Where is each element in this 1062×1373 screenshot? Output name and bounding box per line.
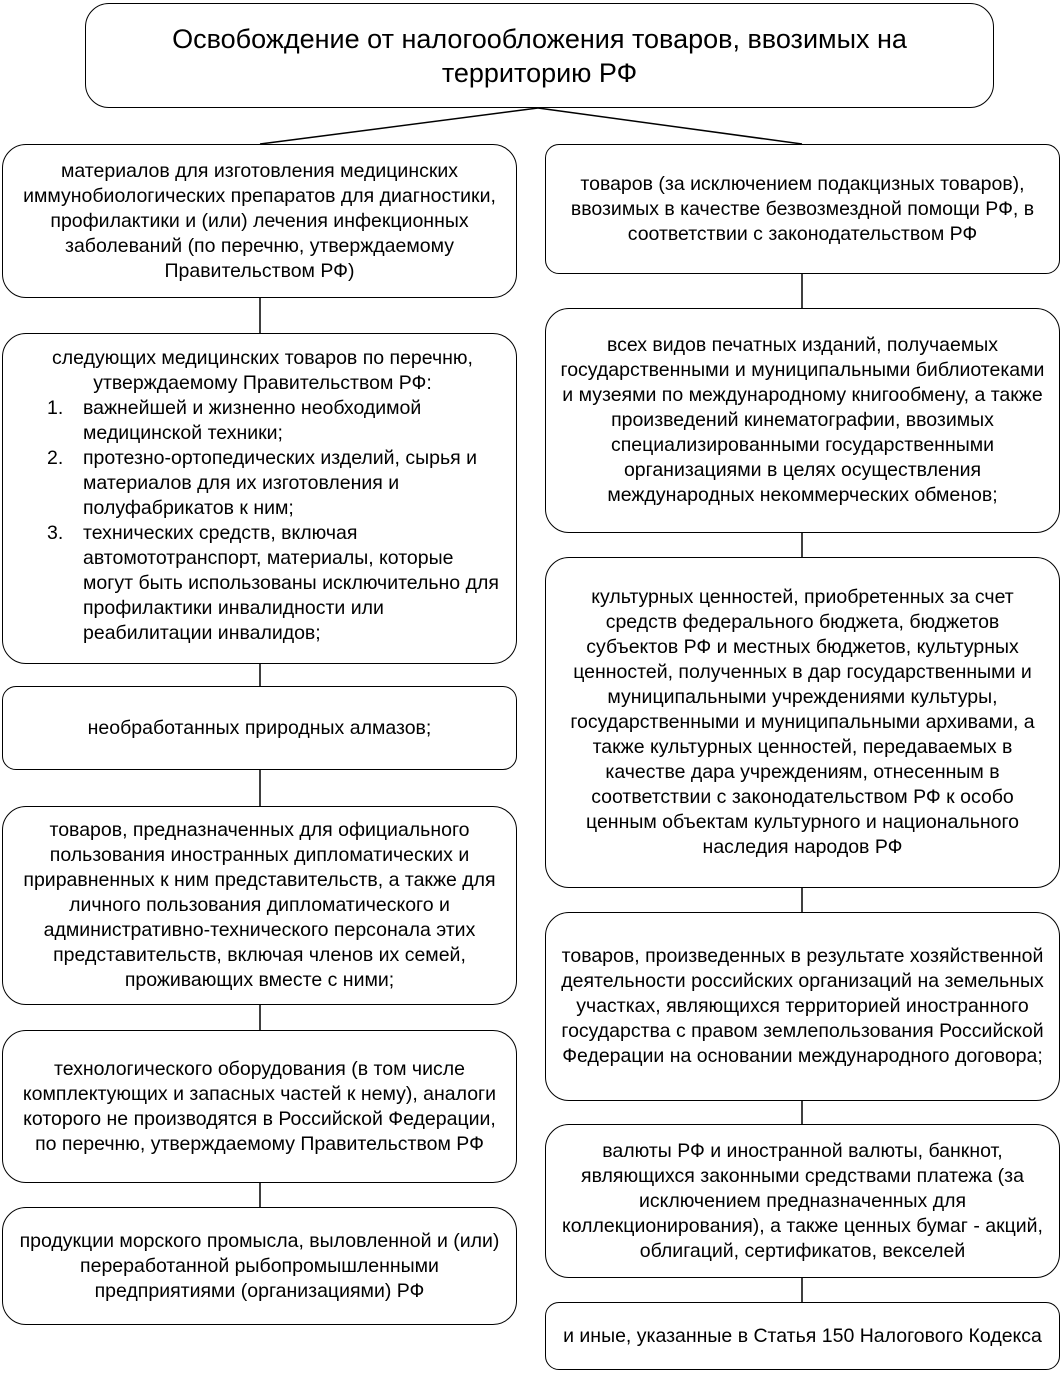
left-box-4 [2,806,517,1005]
left-box-1 [2,144,517,298]
right-box-4-text: товаров, произведенных в результате хозяйственной деятельности российских организаций на земельных участках, являющихся территорией иностранного государства с правом землепользования Российской Федерации на основании международного договора; [561,945,1044,1067]
connector-title-left [260,108,538,144]
right-box-4 [545,912,1060,1101]
left-box-3 [2,686,517,770]
list-item [23,446,502,521]
left-box-1-text: материалов для изготовления медицинских иммунобиологических препаратов для диагностики, профилактики и (или) лечения инфекционных заболеваний (по перечню, утверждаемому Правительством РФ) [23,159,496,282]
right-box-2 [545,308,1060,533]
left-box-3-text: необработанных природных алмазов; [87,716,432,739]
right-box-5-text: валюты РФ и иностранной валюты, банкнот, являющихся законными средствами платежа (за исключением предназначенных для коллекционирования), а также ценных бумаг - акций, облигаций, сертификатов, векселей [562,1139,1043,1262]
left-box-4-text: товаров, предназначенных для официального пользования иностранных дипломатических и приравненных к ним представительств, а также для личного пользования дипломатического и административно-технического персонала этих представительств, включая членов их семей, проживающих вместе с ними; [23,819,496,991]
list-item-text: протезно-ортопедических изделий, сырья и материалов для их изготовления и полуфабрикатов к ним; [83,447,478,519]
list-item-number: 2. [47,447,64,469]
list-item [23,521,502,646]
right-box-2-text: всех видов печатных изданий, получаемых государственными и муниципальными библиотеками и музеями по международному книгообмену, а также произведений кинематографии, ввозимых специализированными государственными организациями в целях осуществления международных некоммерческих обменов; [560,334,1045,506]
right-box-5 [545,1124,1060,1278]
right-box-3 [545,557,1060,888]
left-box-6 [2,1207,517,1325]
right-box-1-text: товаров (за исключением подакцизных товаров), ввозимых в качестве безвозмездной помощи РФ, в соответствии с законодательством РФ [570,172,1035,245]
medical-goods-list [23,396,502,646]
left-box-2-intro: следующих медицинских товаров по перечню, утверждаемому Правительством РФ: [52,347,473,394]
list-item-number: 3. [47,522,64,544]
list-item [23,396,502,446]
left-box-5 [2,1030,517,1183]
left-box-5-text: технологического оборудования (в том числе комплектующих и запасных частей к нему), аналоги которого не производятся в Российской Федерации, по перечню, утверждаемому Правительством РФ [22,1057,497,1155]
title-text: Освобождение от налогообложения товаров, ввозимых на территорию РФ [172,23,907,88]
list-item-text: важнейшей и жизненно необходимой медицинской техники; [83,397,422,444]
right-box-6-text: и иные, указанные в Статья 150 Налогового Кодекса [563,1324,1042,1347]
right-box-6 [545,1302,1060,1370]
list-item-number: 1. [47,397,64,419]
list-item-text: технических средств, включая автомототранспорт, материалы, которые могут быть использованы исключительно для профилактики инвалидности или реабилитации инвалидов; [83,522,499,644]
right-box-3-text: культурных ценностей, приобретенных за счет средств федерального бюджета, бюджетов субъектов РФ и местных бюджетов, культурных ценностей, полученных в дар государственными и муниципальными учреждениями культуры, государственными и муниципальными архивами, а также культурных ценностей, передаваемых в качестве дара учреждениям, отнесенным в соответствии с законодательством РФ к особо ценным объектам культурного и национального наследия народов РФ [570,586,1035,858]
diagram-title [85,3,994,108]
right-box-1 [545,144,1060,274]
connector-title-right [538,108,802,144]
left-box-6-text: продукции морского промысла, выловленной и (или) переработанной рыбопромышленными предприятиями (организациями) РФ [19,1229,500,1302]
left-box-2 [2,333,517,664]
